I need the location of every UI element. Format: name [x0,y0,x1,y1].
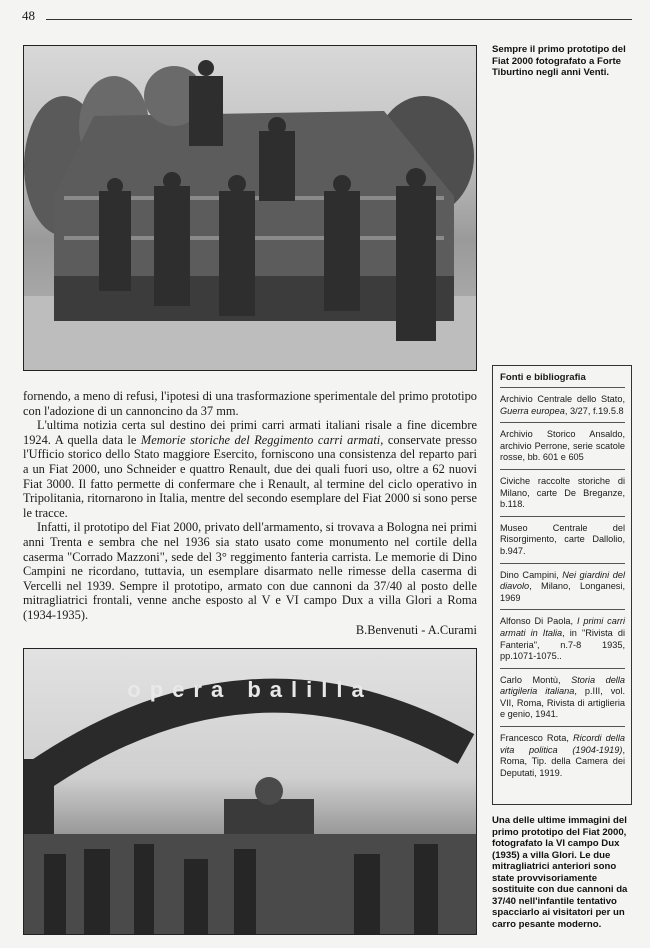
opera-balilla-illustration [24,649,476,934]
photo-tank-soldiers [23,45,477,371]
source-entry: Dino Campini, Nei giardini del diavolo, Milano, Longanesi, 1969 [500,563,625,610]
arch-sign-text: opera balilla [127,677,373,702]
article-paragraph-3: Infatti, il prototipo del Fiat 2000, privato dell'armamento, si trovava a Bologna nei primi anni Trenta e sembra che nel 1936 sia stato usato come monumento nel cortile della caserma "Corrado Mazzoni", sede del 3° reggimento fanteria carrista. Le memorie di Dino Campini ne ricordano, tuttavia, un esemplare disarmato nelle rimesse della caserma di Vercelli nel 1939. Sempre il prototipo, armato con due cannoni da 37/40 al posto delle mitragliatrici frontali, venne anche esposto al V e VI campo Dux a villa Glori a Roma (1934-1935). [23,520,477,622]
photo-caption-bottom: Una delle ultime immagini del primo prototipo del Fiat 2000, fotografato la VI campo Dux (1935) a villa Glori. Le due mitragliatrici anteriori sono state provvisoriamente sostituite con due cannoni da 37/40 nell'infantile tentativo spacciarlo ai visitatori per un carro pesante moderno. [492,815,628,930]
header-rule [46,19,632,20]
sources-title: Fonti e bibliografia [500,372,586,383]
source-entry: Museo Centrale del Risorgimento, carte Dallolio, b.947. [500,516,625,563]
photo-opera-balilla [23,648,477,935]
article-signature: B.Benvenuti - A.Curami [355,622,477,637]
photo-caption-top: Sempre il primo prototipo del Fiat 2000 fotografato a Forte Tiburtino negli anni Venti. [492,44,626,78]
source-entry: Archivio Centrale dello Stato, Guerra europea, 3/27, f.19.5.8 [500,387,625,422]
source-entry: Civiche raccolte storiche di Milano, carte De Breganze, b.118. [500,469,625,516]
article-paragraph-2: L'ultima notizia certa sul destino dei primi carri armati italiani risale a fine dicembre 1924. A quella data le Memorie storiche del Reggimento carri armati, conservate presso l'Ufficio storico dello Stato maggiore Esercito, forniscono una consistenza del reparto pari a un Fiat 2000, uno Schneider e quattro Renault, due dei quali fuori uso, oltre a 62 nuovi Fiat 3000. Il fatto permette di confermare che i Renault, al termine del ciclo operativo in Tripolitania, ritornarono in Italia, mentre del secondo esemplare del Fiat 2000 si sono perse le tracce. [23,418,477,520]
memorie-title: Memorie storiche del Reggimento carri armati [140,432,381,447]
article-body [23,389,477,637]
article-paragraph-1: fornendo, a meno di refusi, l'ipotesi di una trasformazione sperimentale del primo prototipo con l'adozione di un cannoncino da 37 mm. [23,389,477,418]
page-number: 48 [22,8,35,23]
source-entry: Archivio Storico Ansaldo, archivio Perrone, serie scatole rosse, bb. 601 e 605 [500,422,625,469]
sources-box [492,365,632,805]
source-entry: Francesco Rota, Ricordi della vita politica (1904-1919), Roma, Tip. della Camera dei Deputati, 1919. [500,726,625,784]
tank-soldiers-illustration [24,46,476,370]
source-entry: Alfonso Di Paola, I primi carri armati in Italia, in "Rivista di Fanteria", n.7-8 1935, pp.1071-1075.. [500,609,625,667]
source-entry: Carlo Montù, Storia della artigileria italiana, p.III, vol. VII, Roma, Rivista di artiglieria e genio, 1941. [500,668,625,726]
